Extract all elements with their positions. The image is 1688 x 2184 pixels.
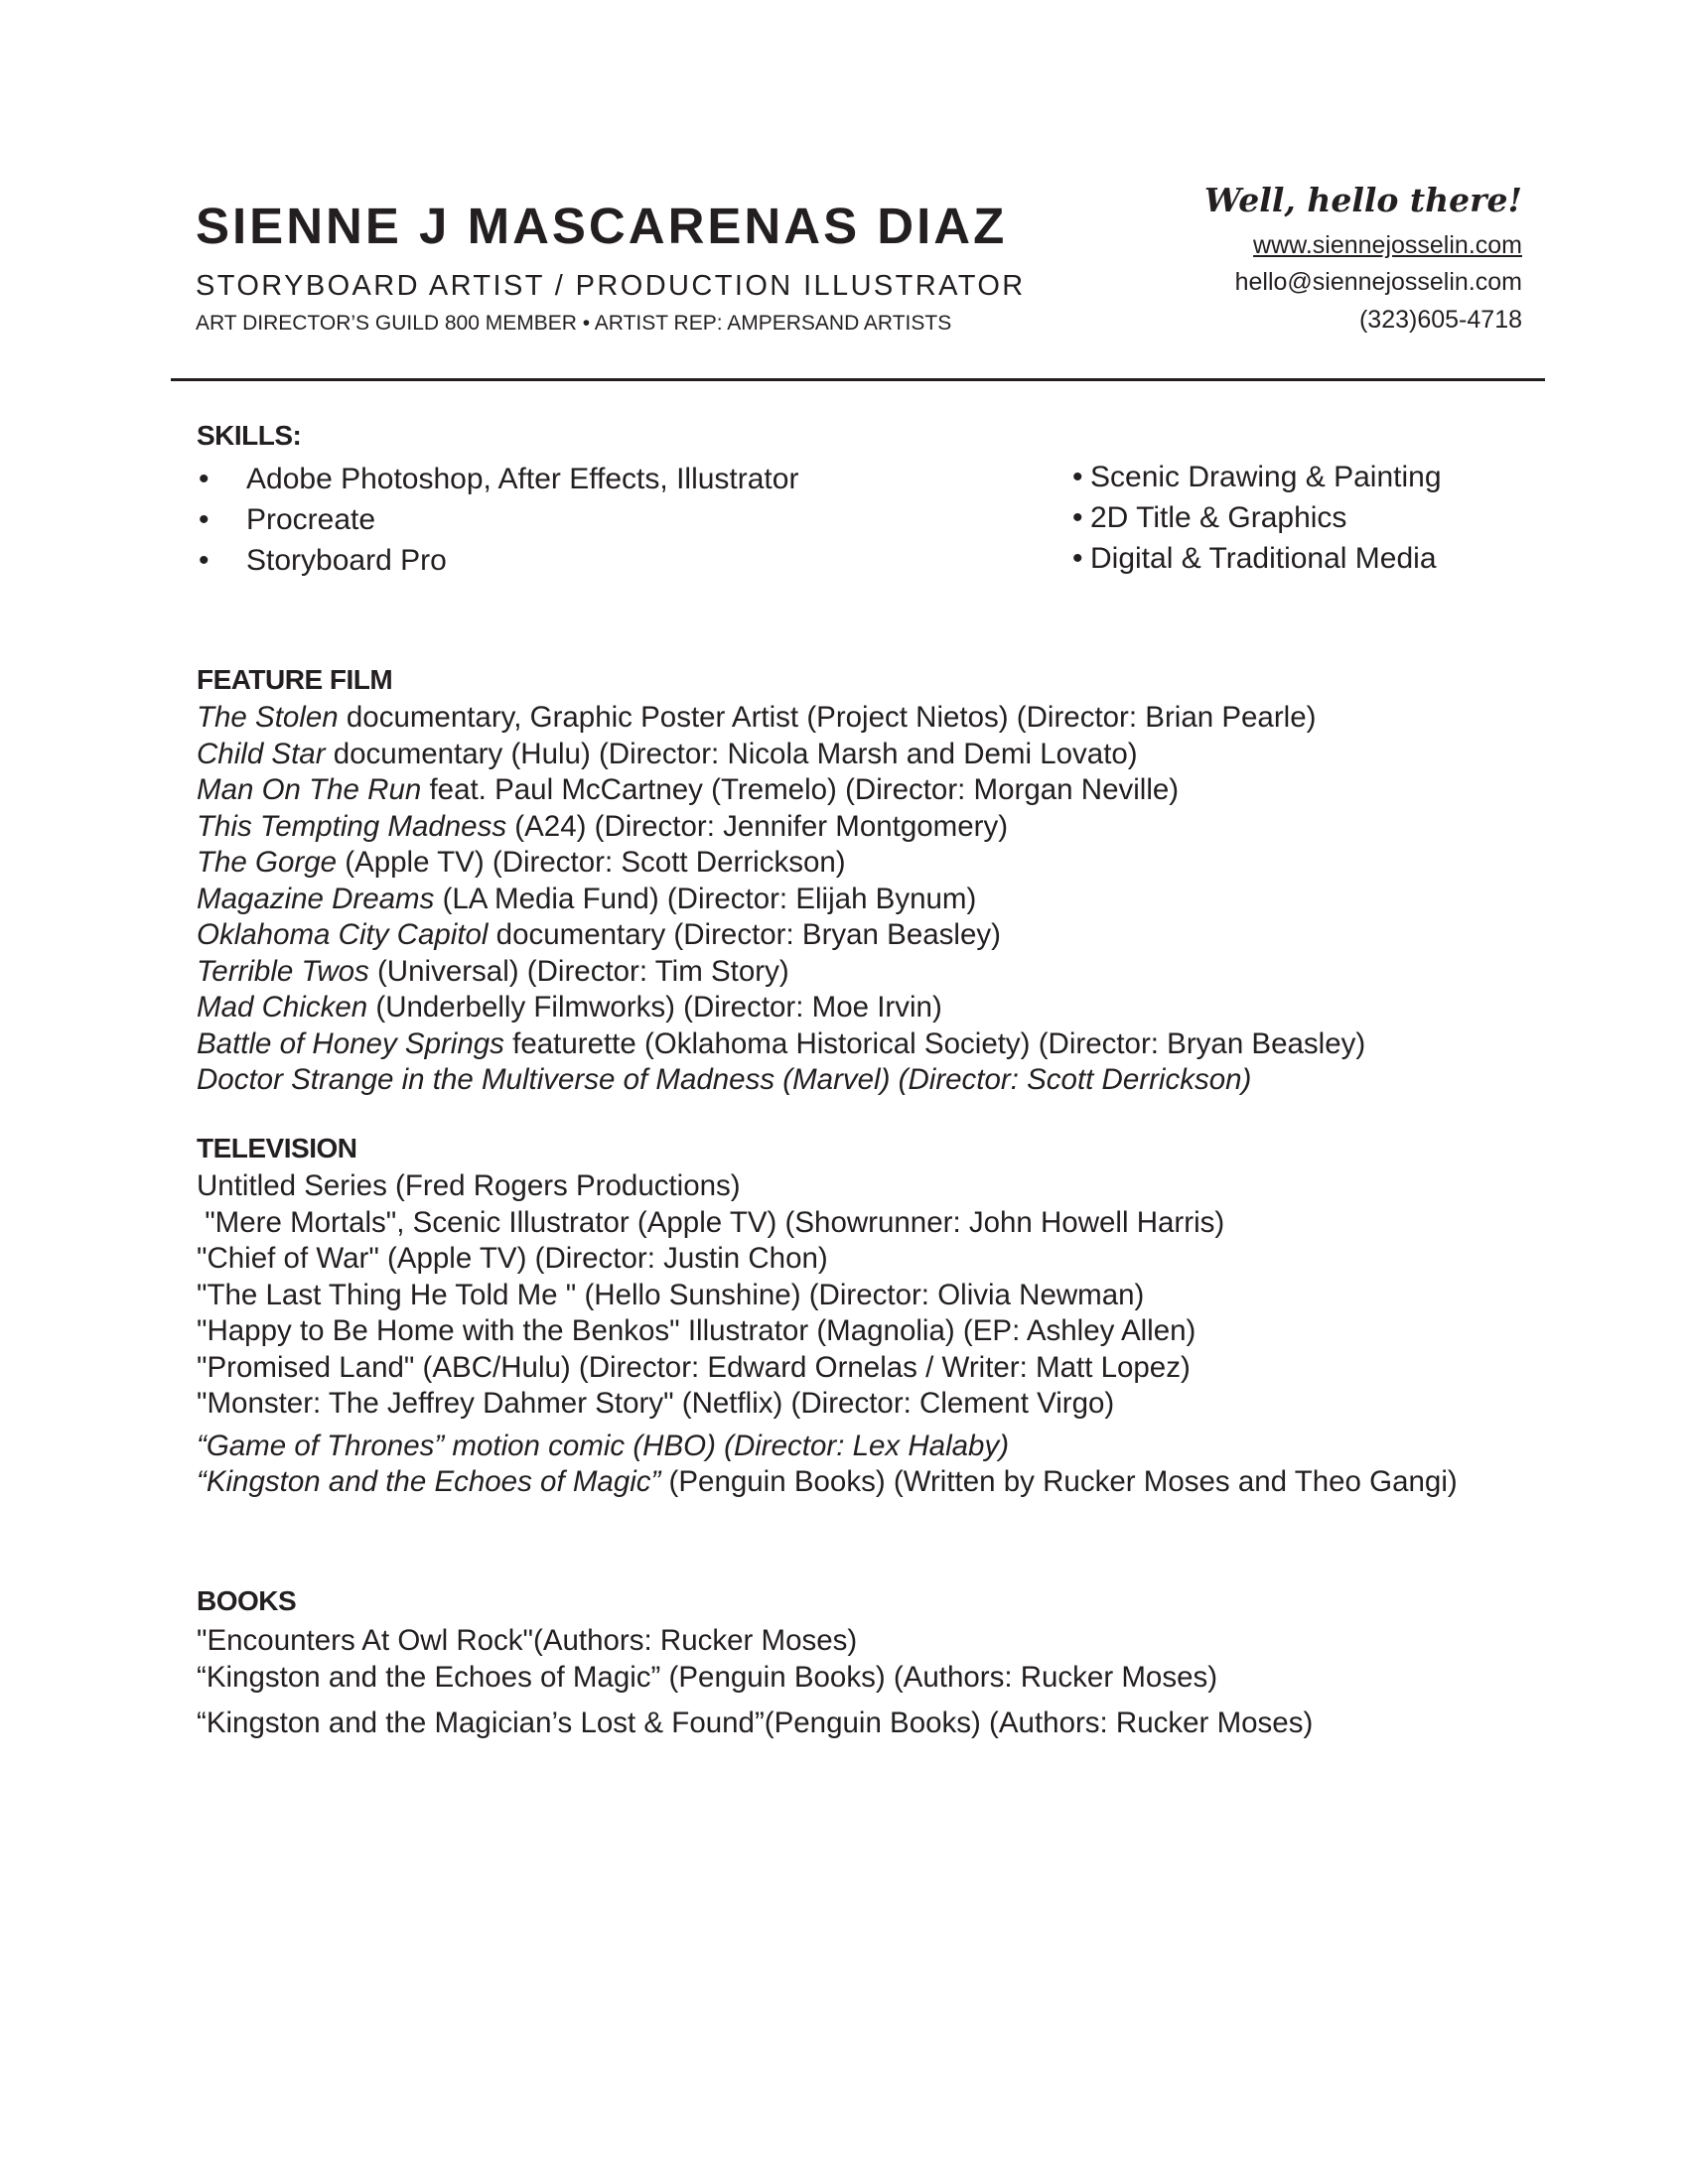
books-list [197,1623,1527,1742]
guild-membership: ART DIRECTOR’S GUILD 800 MEMBER • ARTIST REP: AMPERSAND ARTISTS [196,312,952,335]
tv-credit: "Happy to Be Home with the Benkos" Illustrator (Magnolia) (EP: Ashley Allen) [197,1314,1196,1347]
film-credit: This Tempting Madness (A24) (Director: Jennifer Montgomery) [197,809,1009,843]
film-credit: Man On The Run feat. Paul McCartney (Tremelo) (Director: Morgan Neville) [197,773,1180,806]
tv-credit: Untitled Series (Fred Rogers Productions) [197,1169,741,1202]
books-heading: BOOKS [197,1585,297,1616]
greeting: Well, hello there! [1203,181,1522,219]
film-credit: Doctor Strange in the Multiverse of Madness (Marvel) (Director: Scott Derrickson) [197,1063,1252,1096]
tv-credit: "Monster: The Jeffrey Dahmer Story" (Netflix) (Director: Clement Virgo) [197,1387,1115,1420]
feature-film-heading: FEATURE FILM [197,664,393,695]
book-credit: “Kingston and the Echoes of Magic” (Penguin Books) (Authors: Rucker Moses) [197,1660,1218,1694]
feature-film-list [197,700,1527,1099]
film-credit: Terrible Twos (Universal) (Director: Tim Story) [197,954,789,988]
tv-credit: "The Last Thing He Told Me " (Hello Sunshine) (Director: Olivia Newman) [197,1278,1145,1311]
tv-credit: "Mere Mortals", Scenic Illustrator (Apple TV) (Showrunner: John Howell Harris) [197,1205,1225,1239]
skill-item: • Storyboard Pro [199,544,447,577]
tv-credit: "Chief of War" (Apple TV) (Director: Justin Chon) [197,1242,828,1275]
film-credit: The Stolen documentary, Graphic Poster Artist (Project Nietos) (Director: Brian Pearle) [197,701,1317,734]
film-credit: The Gorge (Apple TV) (Director: Scott Derrickson) [197,846,846,879]
tv-credit: "Promised Land" (ABC/Hulu) (Director: Edward Ornelas / Writer: Matt Lopez) [197,1350,1191,1384]
header-divider [171,378,1545,381]
skills-list-right [1072,457,1442,579]
tv-credit: “Game of Thrones” motion comic (HBO) (Director: Lex Halaby) [197,1429,1010,1462]
skill-item: • 2D Title & Graphics [1072,501,1347,534]
film-credit: Oklahoma City Capitol documentary (Director: Bryan Beasley) [197,918,1001,951]
email-address[interactable]: hello@siennejosselin.com [1234,268,1522,296]
website-link[interactable]: www.siennejosselin.com [1253,231,1522,259]
film-credit: Child Star documentary (Hulu) (Director: Nicola Marsh and Demi Lovato) [197,737,1138,770]
resume-name: SIENNE J MASCARENAS DIAZ [196,198,1008,254]
skill-item: • Adobe Photoshop, After Effects, Illustrator [199,463,799,495]
television-heading: TELEVISION [197,1133,357,1163]
film-credit: Mad Chicken (Underbelly Filmworks) (Director: Moe Irvin) [197,991,942,1024]
book-credit: "Encounters At Owl Rock"(Authors: Rucker Moses) [197,1624,858,1657]
tv-credit: “Kingston and the Echoes of Magic” (Penguin Books) (Written by Rucker Moses and Theo Gangi) [197,1465,1458,1498]
skill-item: • Procreate [199,503,376,536]
skill-item: • Digital & Traditional Media [1072,542,1437,575]
phone-number: (323)605-4718 [1358,306,1522,334]
film-credit: Magazine Dreams (LA Media Fund) (Director: Elijah Bynum) [197,882,977,915]
job-title: STORYBOARD ARTIST / PRODUCTION ILLUSTRATOR [196,270,1026,302]
skills-list-left [199,459,798,581]
television-list [197,1168,1527,1501]
film-credit: Battle of Honey Springs featurette (Oklahoma Historical Society) (Director: Bryan Beasley) [197,1026,1366,1060]
skill-item: • Scenic Drawing & Painting [1072,461,1442,493]
book-credit: “Kingston and the Magician’s Lost & Found”(Penguin Books) (Authors: Rucker Moses) [197,1706,1314,1739]
skills-heading: SKILLS: [197,420,302,451]
